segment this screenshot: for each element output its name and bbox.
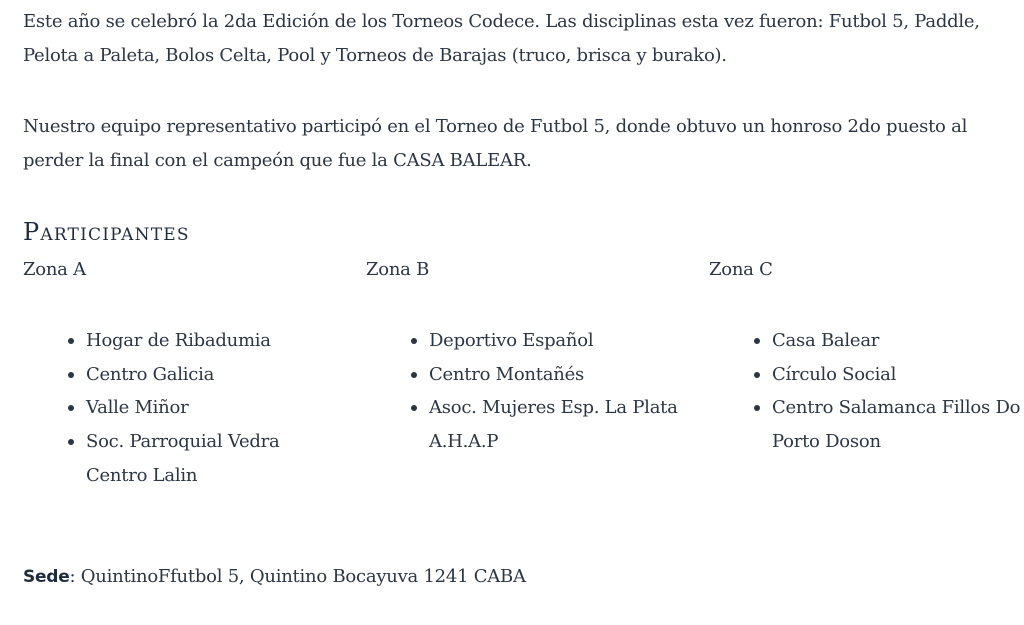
venue-label: Sede [23, 567, 70, 587]
team-name: Círculo Social [772, 363, 897, 385]
bullet-icon [411, 338, 417, 344]
team-name: Hogar de Ribadumia [86, 330, 271, 351]
list-item [429, 358, 684, 392]
result-paragraph: Nuestro equipo representativo participó en el Torneo de Futbol 5, donde obtuvo un honroso 2do puesto al perder la final con el campeón que fue la CASA BALEAR. [23, 116, 968, 171]
list-item [772, 324, 1024, 358]
zone-a-team-list [23, 324, 353, 493]
zone-a-column [23, 253, 353, 493]
venue-text: QuintinoFfutbol 5, Quintino Bocayuva 1241 CABA [80, 566, 526, 587]
zone-title: Zona C [709, 259, 773, 280]
team-name: Soc. Parroquial Vedra Centro Lalin [86, 431, 280, 486]
bullet-icon [411, 405, 417, 411]
list-item [429, 324, 684, 358]
bullet-icon [68, 372, 74, 378]
zone-c-column [709, 253, 1024, 459]
intro-paragraph: Este año se celebró la 2da Edición de los Torneos Codece. Las disciplinas esta vez fueron: Futbol 5, Paddle, Pelota a Paleta, Bolos Celta, Pool y Torneos de Barajas (truco, brisca y burako). [23, 11, 980, 66]
team-name: Centro Galicia [86, 363, 215, 385]
bullet-icon [68, 439, 74, 445]
bullet-icon [68, 338, 74, 344]
list-item [86, 391, 341, 425]
list-item [772, 391, 1024, 458]
list-item [772, 358, 1024, 392]
bullet-icon [754, 405, 760, 411]
zone-c-team-list [709, 324, 1024, 459]
team-name: Centro Montañés [429, 363, 584, 385]
bullet-icon [754, 372, 760, 378]
participants-heading: Participantes [23, 218, 190, 246]
team-name: Casa Balear [772, 330, 880, 351]
venue-line [23, 560, 526, 594]
bullet-icon [411, 372, 417, 378]
list-item [86, 358, 341, 392]
list-item [86, 324, 341, 358]
team-name: Centro Salamanca Fillos Do Porto Doson [772, 397, 1021, 453]
zone-b-column [366, 253, 696, 459]
zone-title: Zona B [366, 259, 430, 280]
team-name: Valle Miñor [86, 397, 189, 419]
bullet-icon [754, 338, 760, 344]
venue-separator: : [69, 566, 81, 587]
list-item [86, 425, 341, 492]
team-name: Asoc. Mujeres Esp. La Plata A.H.A.P [429, 397, 678, 453]
zone-b-team-list [366, 324, 696, 459]
list-item [429, 391, 684, 458]
bullet-icon [68, 405, 74, 411]
team-name: Deportivo Español [429, 330, 594, 351]
zone-title: Zona A [23, 259, 86, 280]
